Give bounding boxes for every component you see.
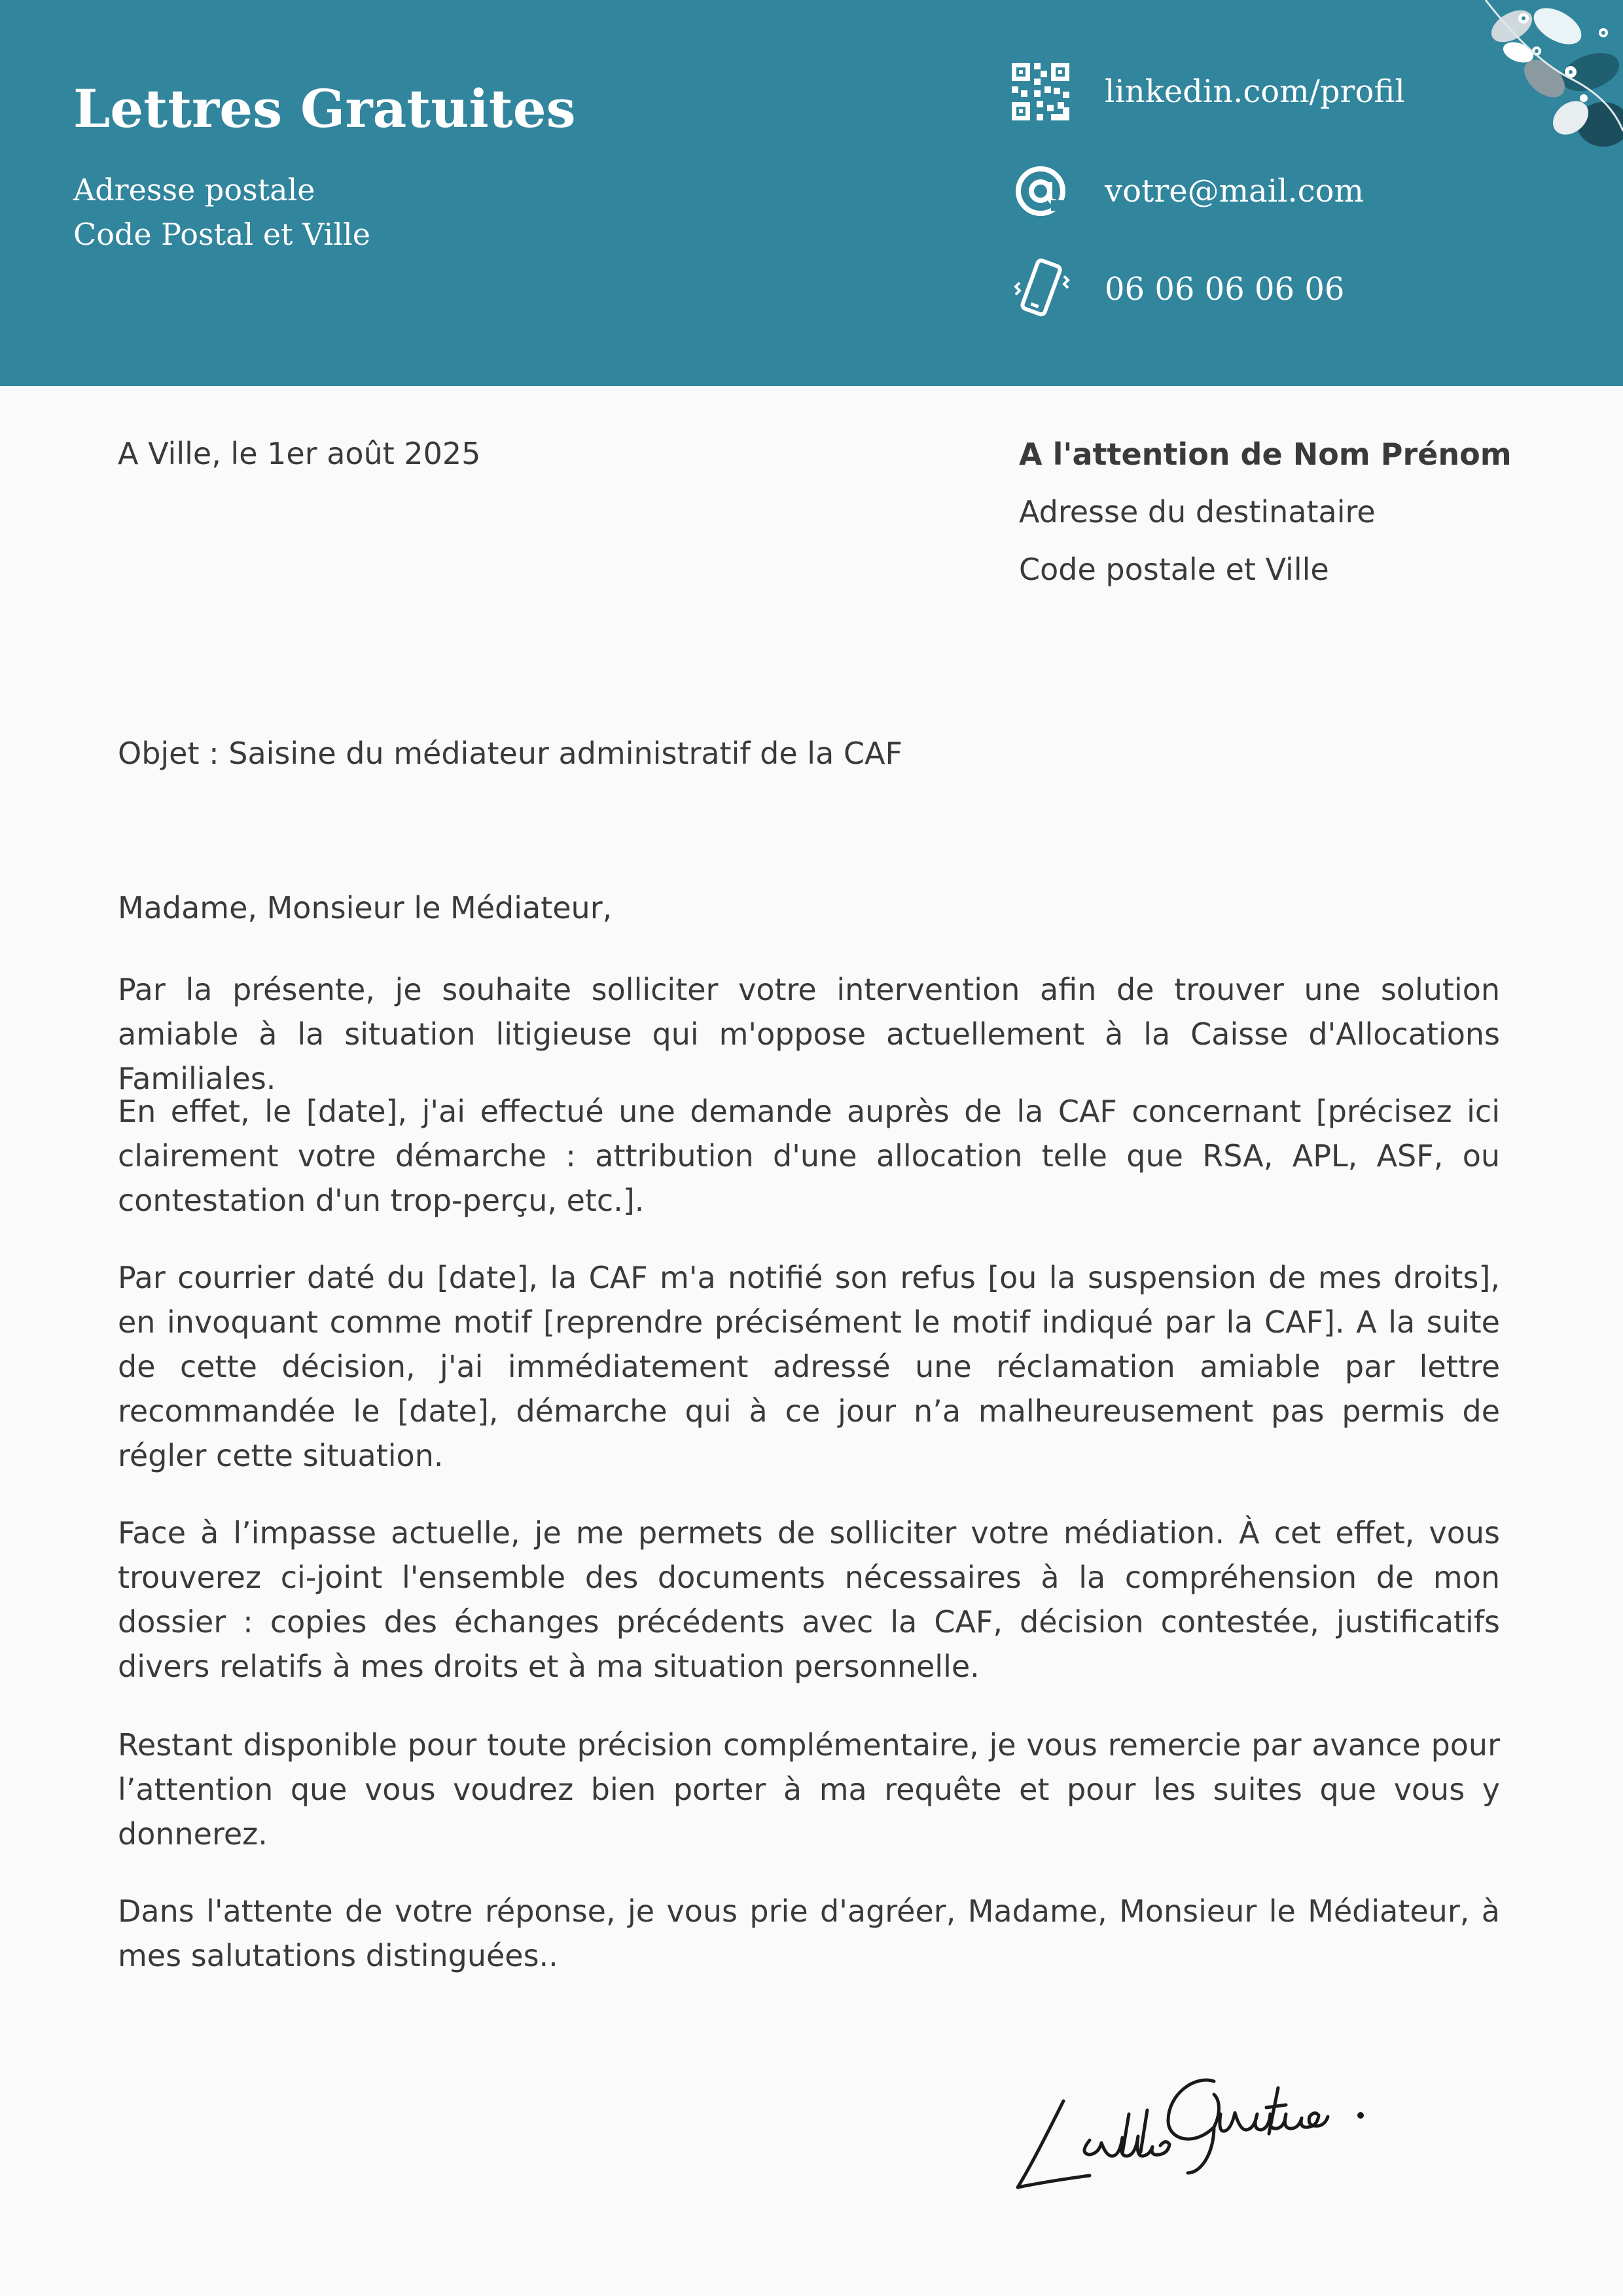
sender-city-line: Code Postal et Ville (73, 217, 370, 252)
letter-paragraph: Par la présente, je souhaite solliciter votre intervention afin de trouver une solution amiable à la situation litigieuse qui m'oppose actuellement à la Caisse d'Allocations Familiales. (118, 972, 1500, 1096)
letter-subject: Objet : Saisine du médiateur administratif de la CAF (118, 736, 902, 771)
sender-name: Lettres Gratuites (73, 78, 576, 139)
recipient-block (1019, 435, 1512, 607)
phone-icon (1008, 257, 1073, 322)
letter-paragraph: Par courrier daté du [date], la CAF m'a notifié son refus [ou la suspension de mes droits], en invoquant comme motif [reprendre précisément le motif indiqué par la CAF]. A la suite de cette décision, j'ai immédiatement adressé une réclamation amiable par lettre recommandée le [date], démarche qui à ce jour n’a malheureusement pas permis de régler cette situation. (118, 1260, 1500, 1473)
contact-phone (1008, 257, 1597, 322)
letter-paragraph: Restant disponible pour toute précision complémentaire, je vous remercie par avance pour l’attention que vous voudrez bien porter à ma requête et pour les suites que vous y donnerez. (118, 1727, 1500, 1852)
letter-paragraph: En effet, le [date], j'ai effectué une demande auprès de la CAF concernant [précisez ici clairement votre démarche : attribution d'une allocation telle que RSA, APL, ASF, ou contestation d'un trop-perçu, etc.]. (118, 1094, 1500, 1218)
letter-paragraph: Dans l'attente de votre réponse, je vous prie d'agréer, Madame, Monsieur le Médiateur, à mes salutations distinguées.. (118, 1893, 1500, 1973)
handwritten-signature (1005, 2042, 1397, 2199)
recipient-name: A l'attention de Nom Prénom (1019, 437, 1512, 472)
contact-email (1008, 158, 1597, 224)
sender-address-line: Adresse postale (73, 172, 315, 207)
recipient-address: Adresse du destinataire (1019, 494, 1376, 529)
at-sign-icon (1008, 158, 1073, 224)
contact-linkedin-text: linkedin.com/profil (1105, 73, 1405, 110)
sender-address (73, 168, 370, 257)
recipient-city: Code postale et Ville (1019, 552, 1329, 587)
letter-salutation: Madame, Monsieur le Médiateur, (118, 890, 613, 925)
letter-paragraph: Face à l’impasse actuelle, je me permets de solliciter votre médiation. À cet effet, vous trouverez ci-joint l'ensemble des documents nécessaires à la compréhension de mon dossier : copies des échanges précédents avec la CAF, décision contestée, justificatifs divers relatifs à mes droits et à ma situation personnelle. (118, 1515, 1500, 1684)
contact-phone-text: 06 06 06 06 06 (1105, 271, 1345, 308)
letter-header (0, 0, 1623, 386)
contact-email-text: votre@mail.com (1105, 173, 1364, 209)
qr-code-icon (1008, 59, 1073, 124)
floral-decoration (1472, 0, 1623, 164)
place-date: A Ville, le 1er août 2025 (118, 436, 481, 471)
